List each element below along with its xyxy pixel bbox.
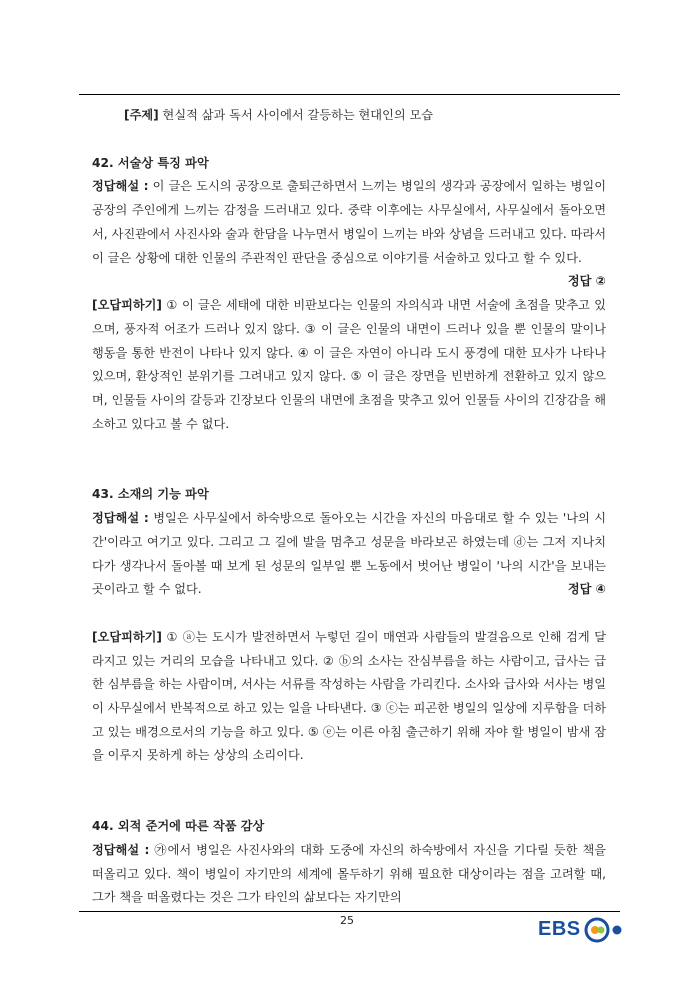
question-42-wrong-answers: [92, 294, 606, 436]
question-42-explanation: [92, 175, 606, 289]
theme-label: [주제]: [124, 108, 159, 122]
wrong-answer-text: ① ⓐ는 도시가 발전하면서 누렇던 길이 매연과 사람들의 발걸음으로 인해 검게 달라지고 있는 거리의 모습을 나타내고 있다. ② ⓑ의 소사는 잔심부름을 하는 사람이고, 급사는 급한 심부름을 하는 사람이며, 서사는 서류를 작성하는 사람을 가리킨다. 소사와 급사와 서사는 병일이 사무실에서 반복적으로 하고 있는 일을 나타낸다. ③ ⓒ는 피곤한 병일의 일상에 지루함을 더하고 있는 배경으로서의 기능을 하고 있다. ⑤ ⓔ는 이른 아침 출근하기 위해 자야 할 병일이 밤새 잠을 이루지 못하게 하는 상상의 소리이다.: [92, 629, 606, 763]
explanation-label: 정답해설 :: [92, 511, 149, 526]
explanation-text: ㉮에서 병일은 사진사와의 대화 도중에 자신의 하숙방에서 자신을 기다릴 듯한 책을 떠올리고 있다. 책이 병일이 자기만의 세계에 몰두하기 위해 필요한 대상이라는 점을 고려할 때, 그가 책을 떠올렸다는 것은 그가 타인의 삶보다는 자기만의: [92, 842, 606, 905]
footer-rule: [79, 911, 620, 912]
explanation-text: 병일은 사무실에서 하숙방으로 돌아오는 시간을 자신의 마음대로 할 수 있는 '나의 시간'이라고 여기고 있다. 그리고 그 길에 발을 멈추고 성문을 바라보곤 하였는데 ⓓ는 그저 지나치다가 생각나서 돌아볼 때 보게 된 성문의 일부일 뿐 노동에서 벗어난 병일이 '나의 시간'을 보내는 곳이라고 할 수 없다.: [92, 511, 607, 597]
question-43-explanation: [92, 507, 606, 602]
answer-badge: 정답 ②: [567, 274, 606, 289]
header-rule: [79, 94, 620, 95]
question-43-title: 43. 소재의 기능 파악: [92, 487, 209, 502]
explanation-text: 이 글은 도시의 공장으로 출퇴근하면서 느끼는 병일의 생각과 공장에서 일하는 병일이 공장의 주인에게 느끼는 감정을 드러내고 있다. 중략 이후에는 사무실에서, 사무실에서 돌아오면서, 사진관에서 사진사와 술과 한담을 나누면서 병일이 느끼는 바와 상념을 드러내고 있다. 따라서 이 글은 상황에 대한 인물의 주관적인 판단을 중심으로 이야기를 서술하고 있다고 할 수 있다.: [92, 179, 606, 265]
logo-dot-blue: [613, 926, 622, 935]
explanation-label: 정답해설 :: [92, 842, 150, 857]
question-43-wrong-answers: [92, 626, 606, 768]
explanation-label: 정답해설 :: [92, 179, 149, 194]
theme-text: 현실적 삶과 독서 사이에서 갈등하는 현대인의 모습: [158, 108, 434, 122]
wrong-answer-text: ① 이 글은 세태에 대한 비판보다는 인물의 자의식과 내면 서술에 초점을 맞추고 있으며, 풍자적 어조가 드러나 있지 않다. ③ 이 글은 인물의 내면이 드러나 있을 뿐 인물의 말이나 행동을 통한 반전이 나타나 있지 않다. ④ 이 글은 자연이 아니라 도시 풍경에 대한 묘사가 나타나 있으며, 환상적인 분위기를 그려내고 있지 않다. ⑤ 이 글은 장면을 빈번하게 전환하고 있지 않으며, 인물들 사이의 갈등과 긴장보다 인물의 내면에 초점을 맞추고 있어 인물들 사이의 긴장감을 해소하고 있다고 볼 수 없다.: [92, 298, 606, 431]
page-body: [92, 104, 606, 910]
theme-line: [92, 104, 606, 128]
question-42-title: 42. 서술상 특징 파악: [92, 155, 209, 170]
ebs-logo-mark-icon: [584, 917, 628, 943]
logo-wordmark: EBS: [538, 918, 581, 940]
wrong-answer-label: [오답피하기]: [92, 298, 163, 313]
question-44-title: 44. 외적 준거에 따른 작품 감상: [92, 819, 265, 834]
page-number: 25: [340, 914, 354, 927]
ebs-logo: [538, 916, 628, 946]
answer-badge: 정답 ④: [567, 582, 606, 597]
wrong-answer-label: [오답피하기]: [92, 629, 163, 644]
logo-dot-green: [598, 927, 605, 934]
question-44-explanation: [92, 839, 606, 910]
